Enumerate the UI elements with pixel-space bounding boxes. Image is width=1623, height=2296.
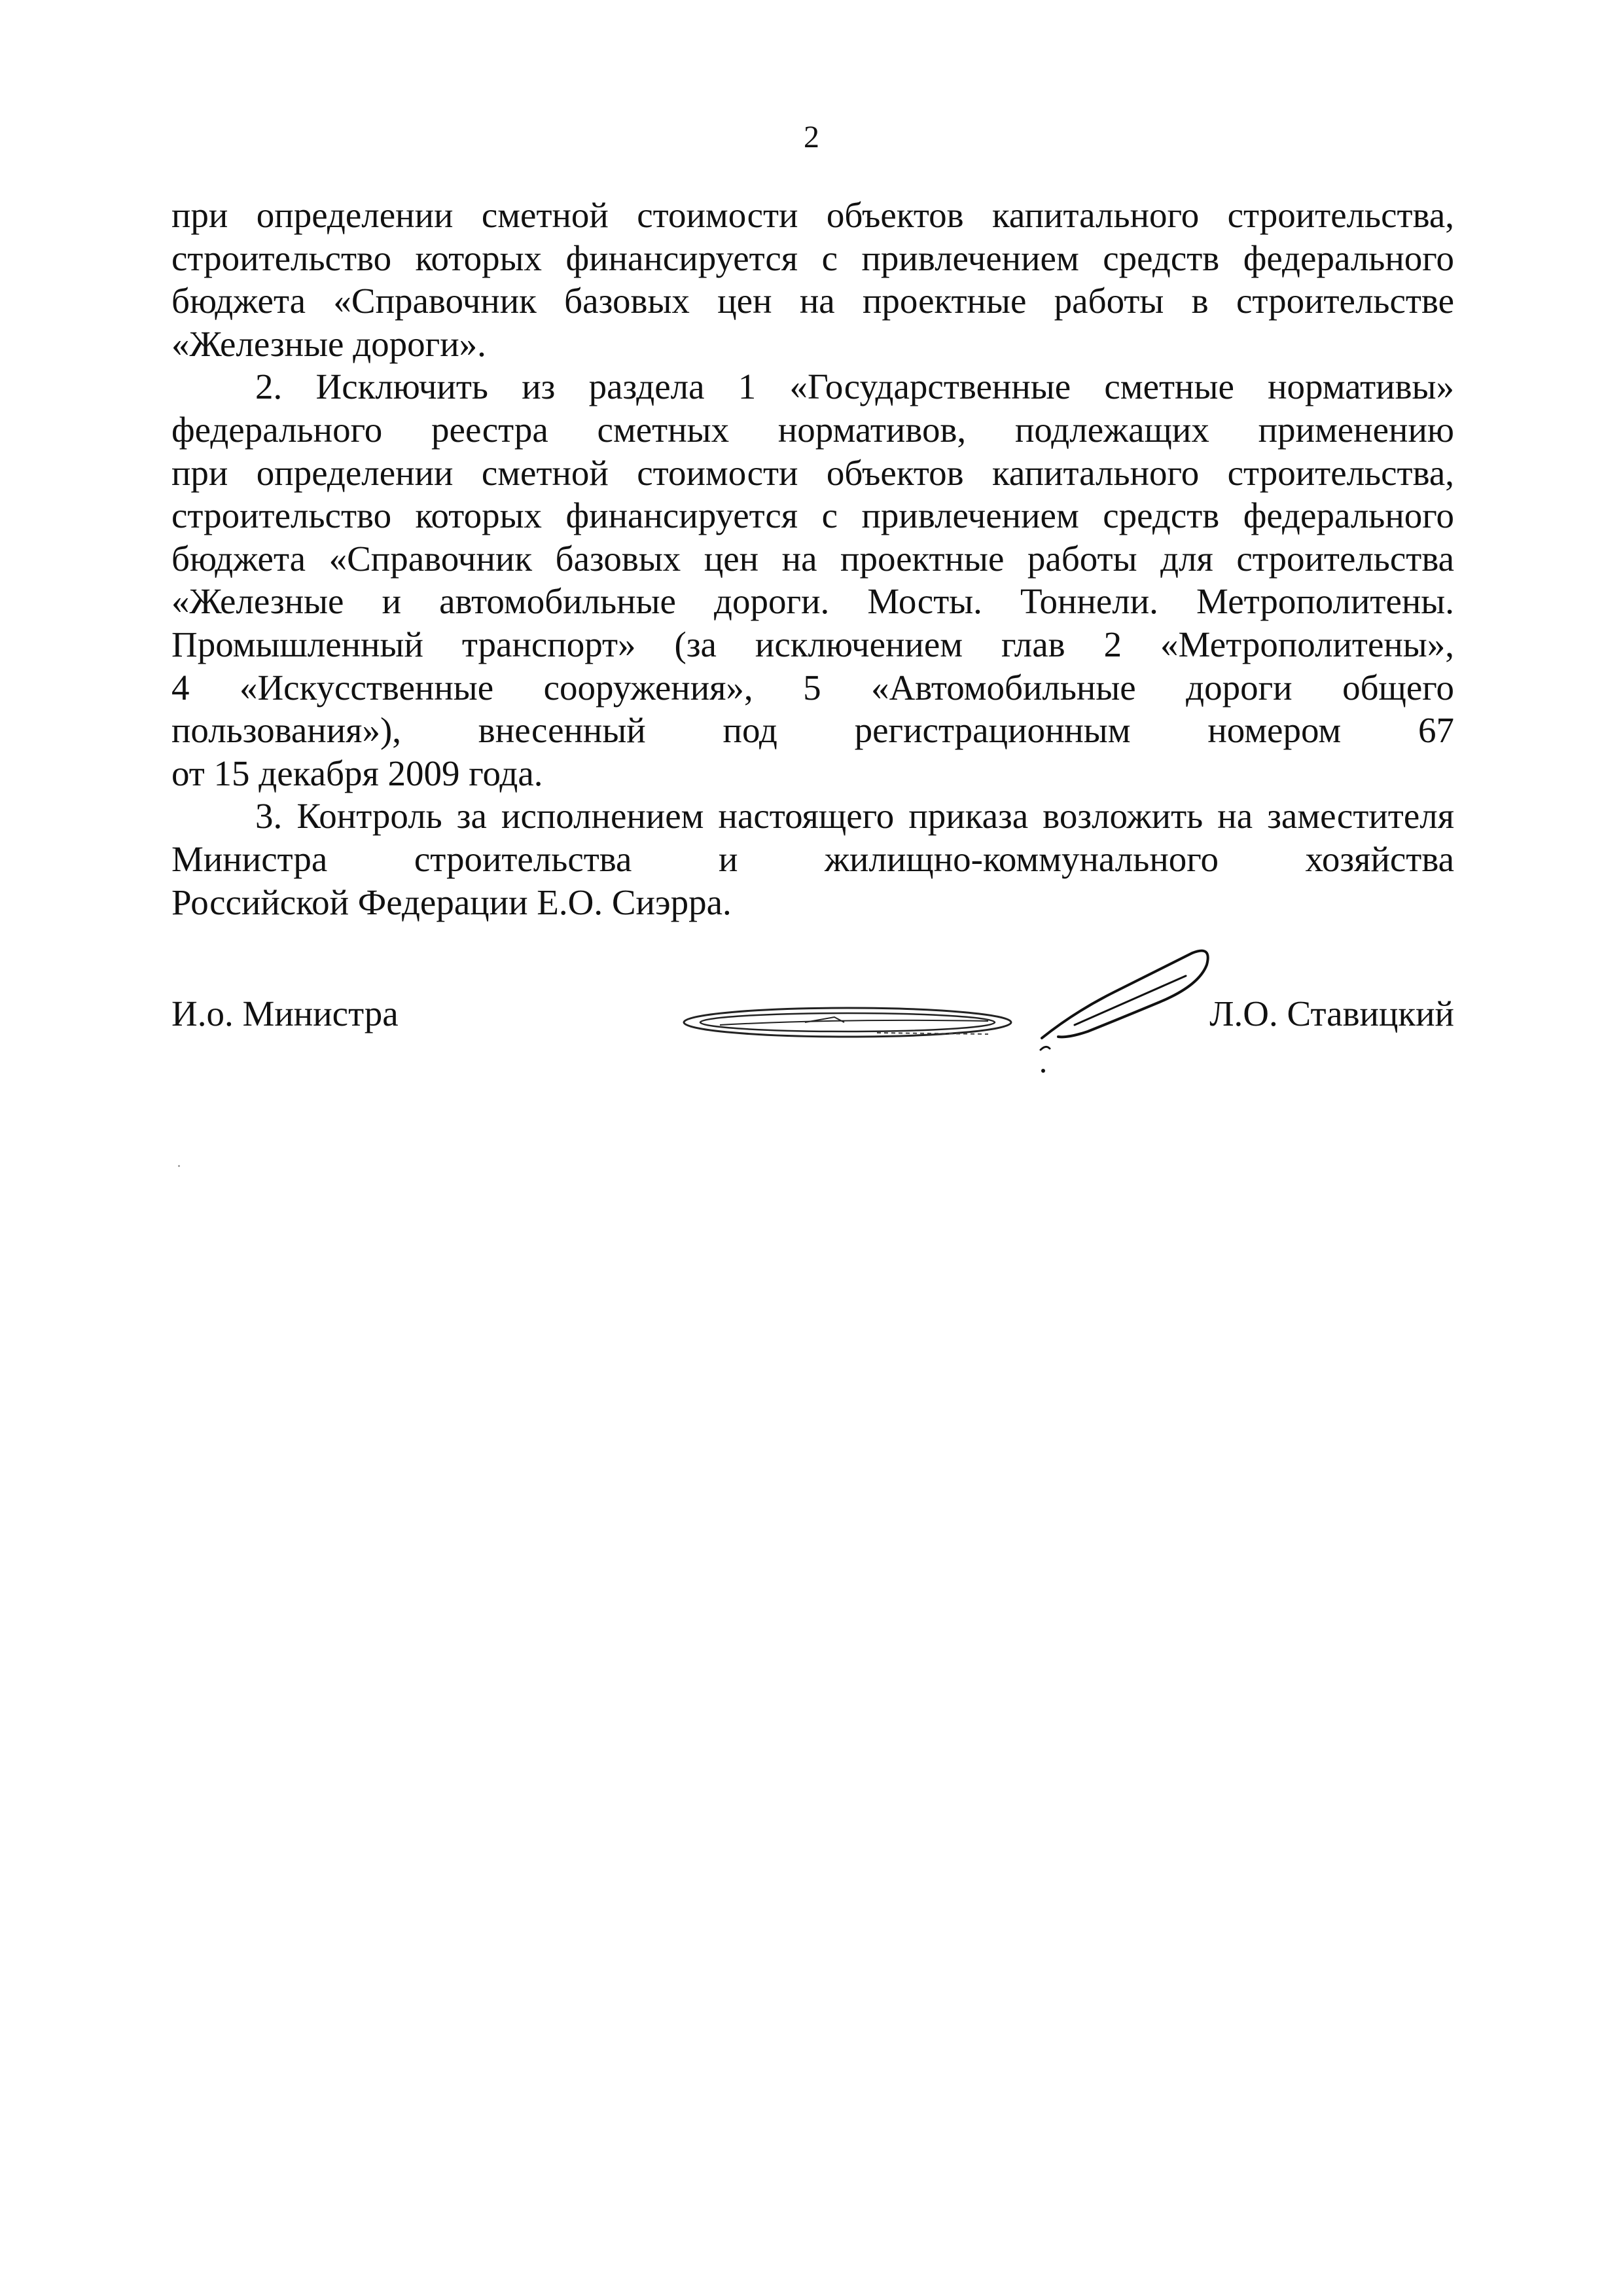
scan-speck [178, 1165, 180, 1167]
signature-block [171, 979, 1454, 1084]
paragraph-2-line-9: пользования»), внесенный под регистрационным номером 67 [171, 710, 1454, 751]
paragraph-1-line-1: при определении сметной стоимости объектов капитального строительства, [171, 195, 1454, 235]
paragraph-1-line-3: бюджета «Справочник базовых цен на проектные работы в строительстве [171, 281, 1454, 321]
paragraph-1-line-4: «Железные дороги». [171, 323, 486, 364]
paragraph-3-line-1: 3. Контроль за исполнением настоящего приказа возложить на заместителя [255, 796, 1454, 836]
signatory-title: И.о. Министра [171, 994, 399, 1033]
paragraph-2-line-1: 2. Исключить из раздела 1 «Государственные сметные нормативы» [255, 367, 1454, 407]
paragraph-3-line-3: Российской Федерации Е.О. Сиэрра. [171, 882, 732, 922]
paragraph-2-line-2: федерального реестра сметных нормативов, подлежащих применению [171, 409, 1454, 450]
paragraph-2-line-8: 4 «Искусственные сооружения», 5 «Автомобильные дороги общего [171, 667, 1454, 708]
paragraph-2-line-3: при определении сметной стоимости объектов капитального строительства, [171, 452, 1454, 493]
paragraph-3-line-2: Министра строительства и жилищно-коммунального хозяйства [171, 838, 1454, 879]
paragraph-2-line-10: от 15 декабря 2009 года. [171, 753, 543, 793]
signatory-name: Л.О. Ставицкий [1209, 994, 1454, 1033]
paragraph-2-line-6: «Железные и автомобильные дороги. Мосты. Тоннели. Метрополитены. [171, 581, 1454, 622]
paragraph-2-line-4: строительство которых финансируется с привлечением средств федерального [171, 495, 1454, 536]
paragraph-2-line-5: бюджета «Справочник базовых цен на проектные работы для строительства [171, 538, 1454, 579]
document-body [171, 194, 1454, 924]
paragraph-1-line-2: строительство которых финансируется с привлечением средств федерального [171, 238, 1454, 278]
stamp-mark-icon [681, 999, 1021, 1045]
paragraph-2-line-7: Промышленный транспорт» (за исключением глав 2 «Метрополитены», [171, 624, 1454, 664]
page-number: 2 [804, 120, 819, 154]
